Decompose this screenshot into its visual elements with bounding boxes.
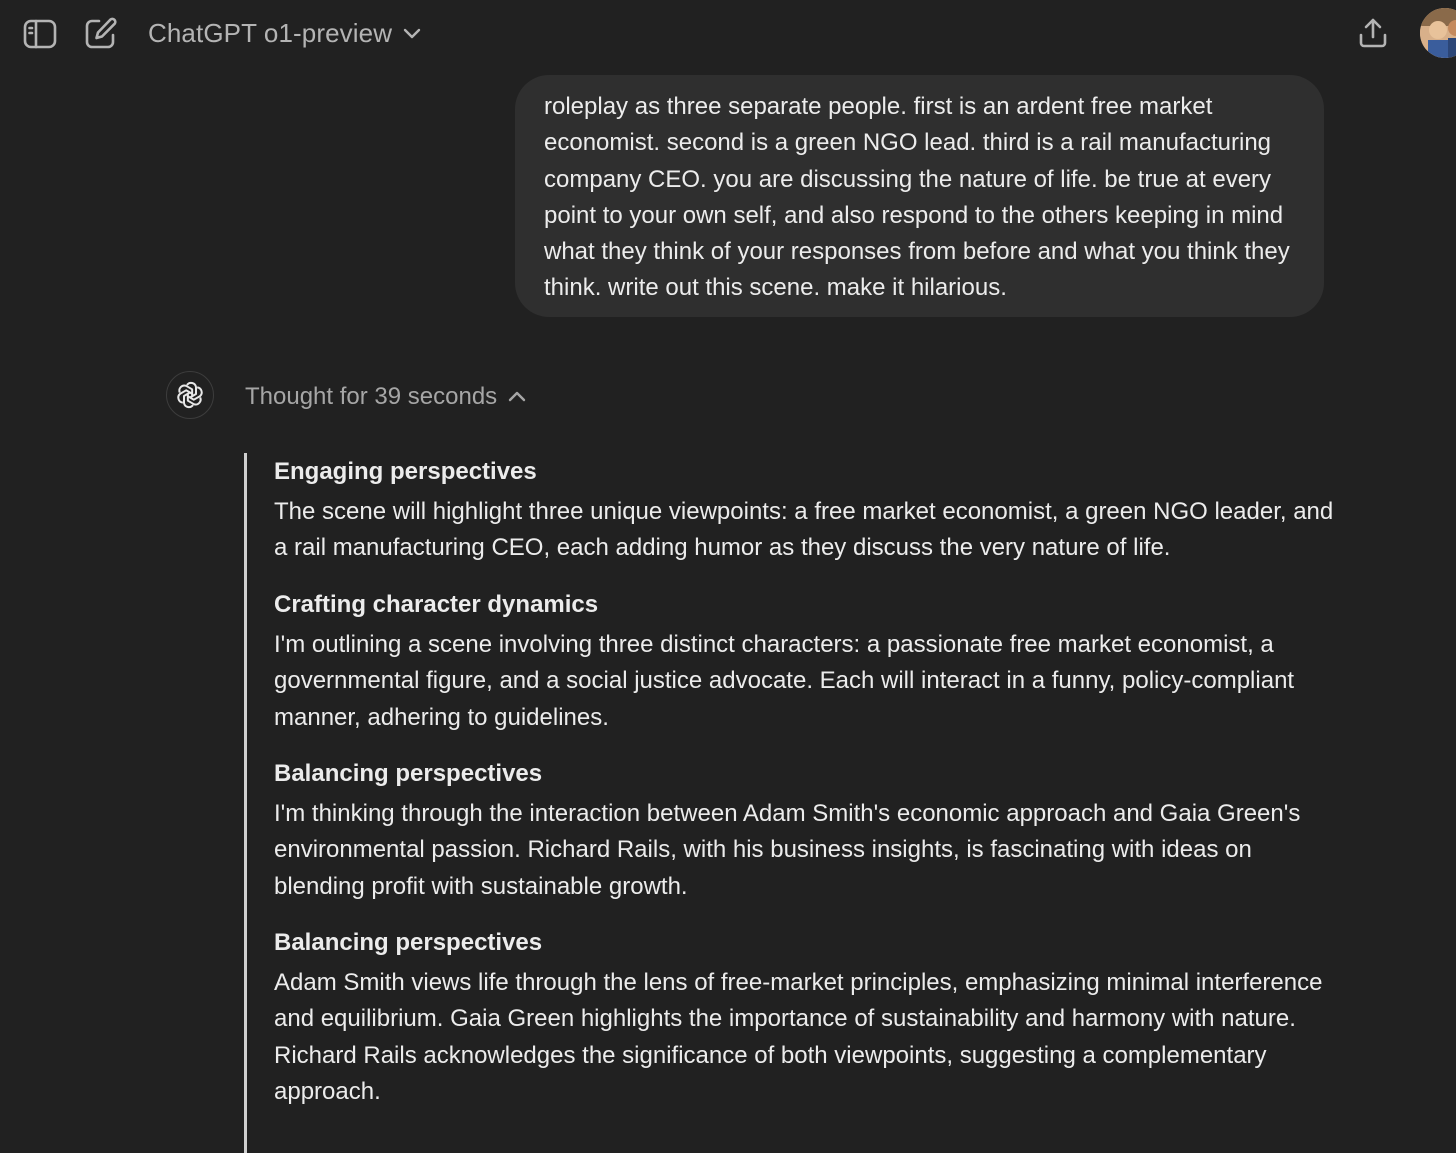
sidebar-toggle-button[interactable] [18,14,62,54]
thought-section [274,586,1334,736]
sidebar-toggle-icon [22,18,58,50]
top-bar [0,0,1456,66]
chevron-up-icon [507,390,527,404]
chevron-down-icon [402,26,422,40]
user-message-bubble [515,75,1324,317]
thought-section [274,453,1334,567]
thought-section-body: Adam Smith views life through the lens of free-market principles, emphasizing minimal interference and equilibrium. Gaia Green highlights the importance of sustainability and harmony with nature. Richard Rails acknowledges the significance of both viewpoints, suggesting a complementary approach. [274,969,1323,1105]
thought-toggle[interactable] [245,380,527,414]
thought-section-title: Crafting character dynamics [274,591,599,618]
thought-section-title: Balancing perspectives [274,929,543,956]
thought-section-body: I'm outlining a scene involving three distinct characters: a passionate free market economist, a governmental figure, and a social justice advocate. Each will interact in a funny, policy-compliant manner, adhering to guidelines. [274,631,1295,731]
user-message-text: roleplay as three separate people. first is an ardent free market economist. second is a green NGO lead. third is a rail manufacturing company CEO. you are discussing the nature of life. be true at every point to your own self, and also respond to the others keeping in mind what they think of your responses from before and what you think they think. write out this scene. make it hilarious. [544,93,1290,302]
model-name: ChatGPT o1-preview [148,17,393,48]
thought-section-title: Balancing perspectives [274,760,543,787]
user-avatar[interactable] [1420,8,1456,58]
share-icon [1356,16,1390,50]
thought-section [274,924,1334,1110]
openai-logo-icon [176,381,204,409]
model-selector[interactable] [148,14,422,52]
thought-section [274,755,1334,905]
thought-duration-label: Thought for 39 seconds [245,383,498,410]
share-button[interactable] [1352,12,1394,54]
avatar-photo-icon [1420,8,1456,58]
new-chat-icon [84,16,118,50]
thought-panel [244,453,1334,1153]
assistant-avatar [166,371,214,419]
thought-section-title: Engaging perspectives [274,458,537,485]
thought-section-body: I'm thinking through the interaction between Adam Smith's economic approach and Gaia Green's environmental passion. Richard Rails, with his business insights, is fascinating with ideas on blending profit with sustainable growth. [274,800,1301,900]
thought-section-body: The scene will highlight three unique viewpoints: a free market economist, a green NGO leader, and a rail manufacturing CEO, each adding humor as they discuss the very nature of life. [274,498,1334,562]
new-chat-button[interactable] [80,12,122,54]
